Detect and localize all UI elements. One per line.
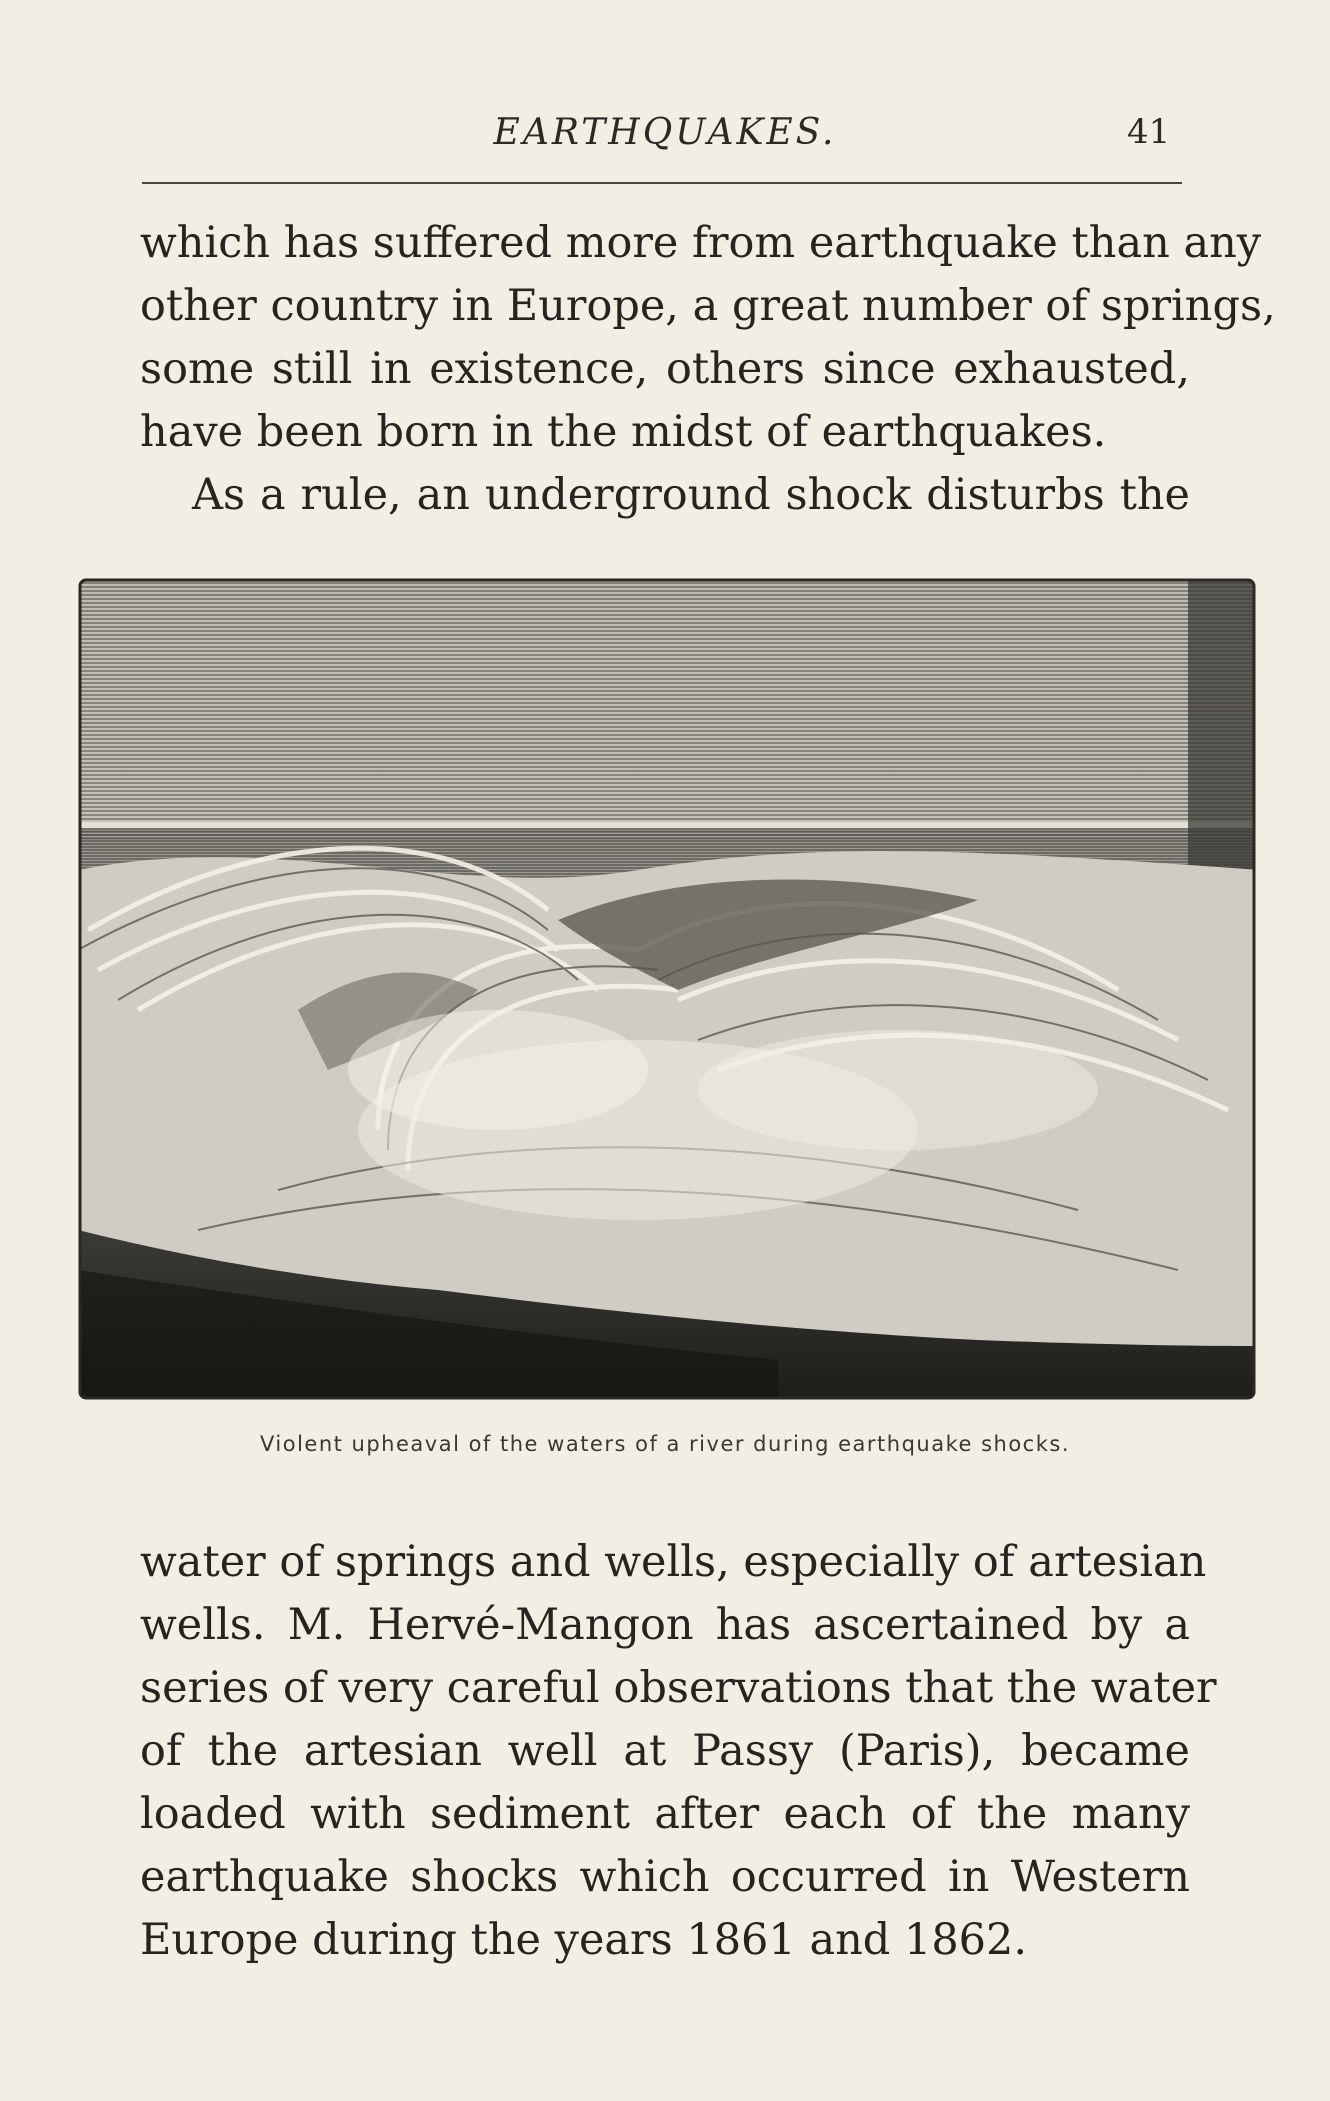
text-line: water of springs and wells, especially of artesian [140,1537,1207,1587]
header-rule [142,182,1182,184]
text-line: Europe during the years 1861 and 1862. [140,1915,1028,1965]
text-line: wells. M. Hervé-Mangon has ascertained by a [140,1600,1190,1650]
text-line: other country in Europe, a great number of springs, [140,281,1276,331]
figure-caption: Violent upheaval of the waters of a river during earthquake shocks. [259,1432,1071,1456]
text-line: series of very careful observations that the water [140,1663,1217,1713]
wave-engraving-illustration [78,570,1260,1406]
text-line: which has suffered more from earthquake than any [140,218,1262,268]
page-number: 41 [1127,112,1171,152]
body-text-top [140,212,1276,527]
text-line: loaded with sediment after each of the many [140,1789,1190,1839]
text-line: earthquake shocks which occurred in Western [140,1852,1190,1902]
text-line: As a rule, an underground shock disturbs the [192,470,1190,520]
engraving-figure [78,570,1260,1406]
text-line: of the artesian well at Passy (Paris), became [140,1726,1190,1776]
text-line: some still in existence, others since exhausted, [140,344,1190,394]
running-title: EARTHQUAKES. [493,112,837,153]
body-text-bottom [140,1531,1217,1972]
text-line: have been born in the midst of earthquakes. [140,407,1107,457]
